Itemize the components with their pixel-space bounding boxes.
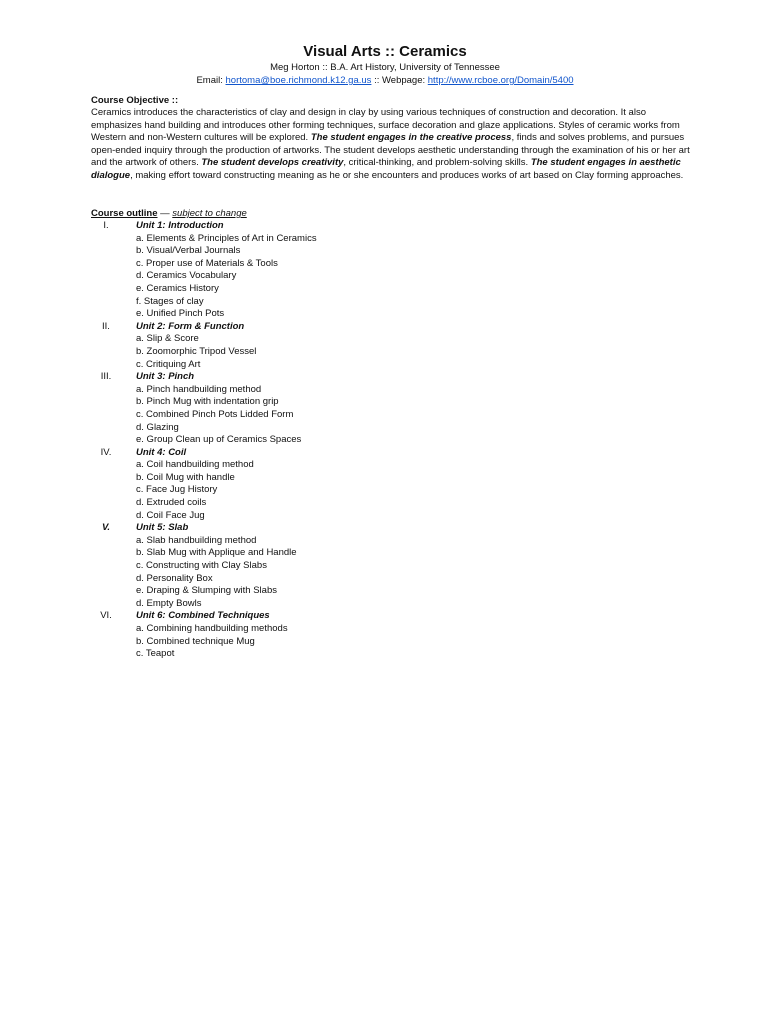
unit-row [91, 522, 691, 535]
objective-text-2: , finds and solves problems, and pursues open-ended inquiry through the production of artworks. The student develops aesthetic understanding through the examination of his or her art and the artwork of others. [91, 132, 690, 169]
outline-item-row [91, 434, 691, 447]
outline-item-row [91, 573, 691, 586]
outline-item: b. Visual/Verbal Journals [136, 245, 241, 257]
outline-item-row [91, 484, 691, 497]
outline-item: b. Combined technique Mug [136, 635, 255, 647]
page-title: Visual Arts :: Ceramics [303, 43, 467, 60]
unit-numeral: III. [100, 371, 112, 383]
outline-item: d. Ceramics Vocabulary [136, 270, 237, 282]
outline-item: d. Extruded coils [136, 497, 207, 509]
unit-numeral: V. [101, 522, 111, 534]
unit-title: Unit 4: Coil [136, 446, 187, 458]
outline-item-row [91, 636, 691, 649]
outline-item: a. Pinch handbuilding method [136, 383, 262, 395]
outline-item-row [91, 623, 691, 636]
outline-item-row [91, 547, 691, 560]
outline-item: e. Group Clean up of Ceramics Spaces [136, 434, 302, 446]
outline-item: b. Slab Mug with Applique and Handle [136, 547, 297, 559]
outline-item-row [91, 560, 691, 573]
separator: :: [374, 75, 380, 86]
outline-item: e. Unified Pinch Pots [136, 308, 225, 320]
outline-item-row [91, 308, 691, 321]
course-outline [91, 220, 691, 661]
outline-item: d. Coil Face Jug [136, 509, 205, 521]
outline-item-row [91, 258, 691, 271]
objective-emphasis-3: The student engages in aesthetic dialogue [91, 157, 681, 181]
unit-numeral: I. [103, 220, 109, 231]
outline-item-row [91, 346, 691, 359]
email-label: Email: [196, 75, 223, 86]
objective-text-3: , critical-thinking, and problem-solving skills. [343, 157, 529, 169]
outline-item: e. Draping & Slumping with Slabs [136, 585, 277, 597]
unit-title: Unit 1: Introduction [136, 220, 224, 231]
outline-item: c. Teapot [136, 648, 175, 660]
outline-item-row [91, 296, 691, 309]
outline-item: a. Combining handbuilding methods [136, 623, 288, 634]
outline-item-row [91, 333, 691, 346]
objective-paragraph [91, 107, 691, 183]
outline-item: d. Empty Bowls [136, 597, 202, 609]
outline-item-row [91, 245, 691, 258]
outline-heading-label: Course outline [91, 208, 158, 219]
outline-item: a. Slab handbuilding method [136, 534, 257, 546]
outline-item-row [91, 396, 691, 409]
outline-item-row [91, 510, 691, 523]
outline-item: a. Slip & Score [136, 333, 199, 345]
outline-item-row [91, 535, 691, 548]
unit-row [91, 610, 691, 623]
outline-item: c. Face Jug History [136, 484, 218, 496]
outline-item: c. Critiquing Art [136, 358, 201, 370]
objective-text-4: , making effort toward constructing meaning as he or she encounters and produces works of art based on Clay forming approaches. [130, 169, 684, 181]
outline-item-row [91, 598, 691, 611]
unit-numeral: II. [102, 320, 110, 332]
webpage-link[interactable]: http://www.rcboe.org/Domain/5400 [427, 75, 574, 86]
outline-item-row [91, 384, 691, 397]
outline-item-row [91, 233, 691, 246]
unit-numeral: VI. [100, 610, 112, 622]
outline-item: c. Proper use of Materials & Tools [136, 257, 278, 269]
outline-item: e. Ceramics History [136, 282, 219, 294]
outline-item: a. Coil handbuilding method [136, 459, 254, 471]
email-link[interactable]: hortoma@boe.richmond.k12.ga.us [225, 75, 372, 86]
author-line: Meg Horton :: B.A. Art History, University of Tennessee [270, 62, 500, 73]
outline-item: c. Combined Pinch Pots Lidded Form [136, 408, 294, 420]
unit-title: Unit 2: Form & Function [136, 320, 245, 332]
outline-item: d. Personality Box [136, 572, 213, 584]
objective-heading: Course Objective :: [91, 95, 179, 106]
contact-line [0, 75, 770, 87]
unit-row [91, 447, 691, 460]
unit-row [91, 220, 691, 233]
outline-item: a. Elements & Principles of Art in Ceramics [136, 232, 317, 244]
unit-title: Unit 6: Combined Techniques [136, 610, 270, 622]
unit-row [91, 371, 691, 384]
outline-item-row [91, 472, 691, 485]
unit-title: Unit 5: Slab [136, 522, 189, 534]
outline-item-row [91, 409, 691, 422]
objective-text-1: Ceramics introduces the characteristics of clay and design in clay by using various techniques of construction and decoration. It also emphasizes hand building and introduces other forming techniques, surface decoration and glaze applications. Styles of ceramic works from Western and non-Western cultures will be explored. [91, 107, 680, 144]
outline-item-row [91, 585, 691, 598]
outline-item-row [91, 270, 691, 283]
outline-item-row [91, 422, 691, 435]
objective-emphasis-1: The student engages in the creative process [310, 132, 512, 144]
outline-item: b. Coil Mug with handle [136, 471, 235, 483]
unit-row [91, 321, 691, 334]
outline-heading-note: subject to change [172, 208, 247, 219]
outline-heading-dash: — [160, 208, 170, 219]
outline-item: c. Constructing with Clay Slabs [136, 560, 267, 572]
outline-item-row [91, 648, 691, 661]
outline-item-row [91, 497, 691, 510]
outline-item-row [91, 283, 691, 296]
objective-emphasis-2: The student develops creativity [201, 157, 344, 169]
outline-item: b. Zoomorphic Tripod Vessel [136, 345, 257, 357]
outline-item: b. Pinch Mug with indentation grip [136, 396, 279, 408]
unit-title: Unit 3: Pinch [136, 371, 195, 383]
outline-heading [91, 208, 247, 220]
outline-item-row [91, 459, 691, 472]
unit-numeral: IV. [100, 446, 112, 458]
outline-item: d. Glazing [136, 421, 179, 433]
outline-item-row [91, 359, 691, 372]
outline-item: f. Stages of clay [136, 295, 204, 307]
webpage-label: Webpage: [381, 75, 426, 86]
